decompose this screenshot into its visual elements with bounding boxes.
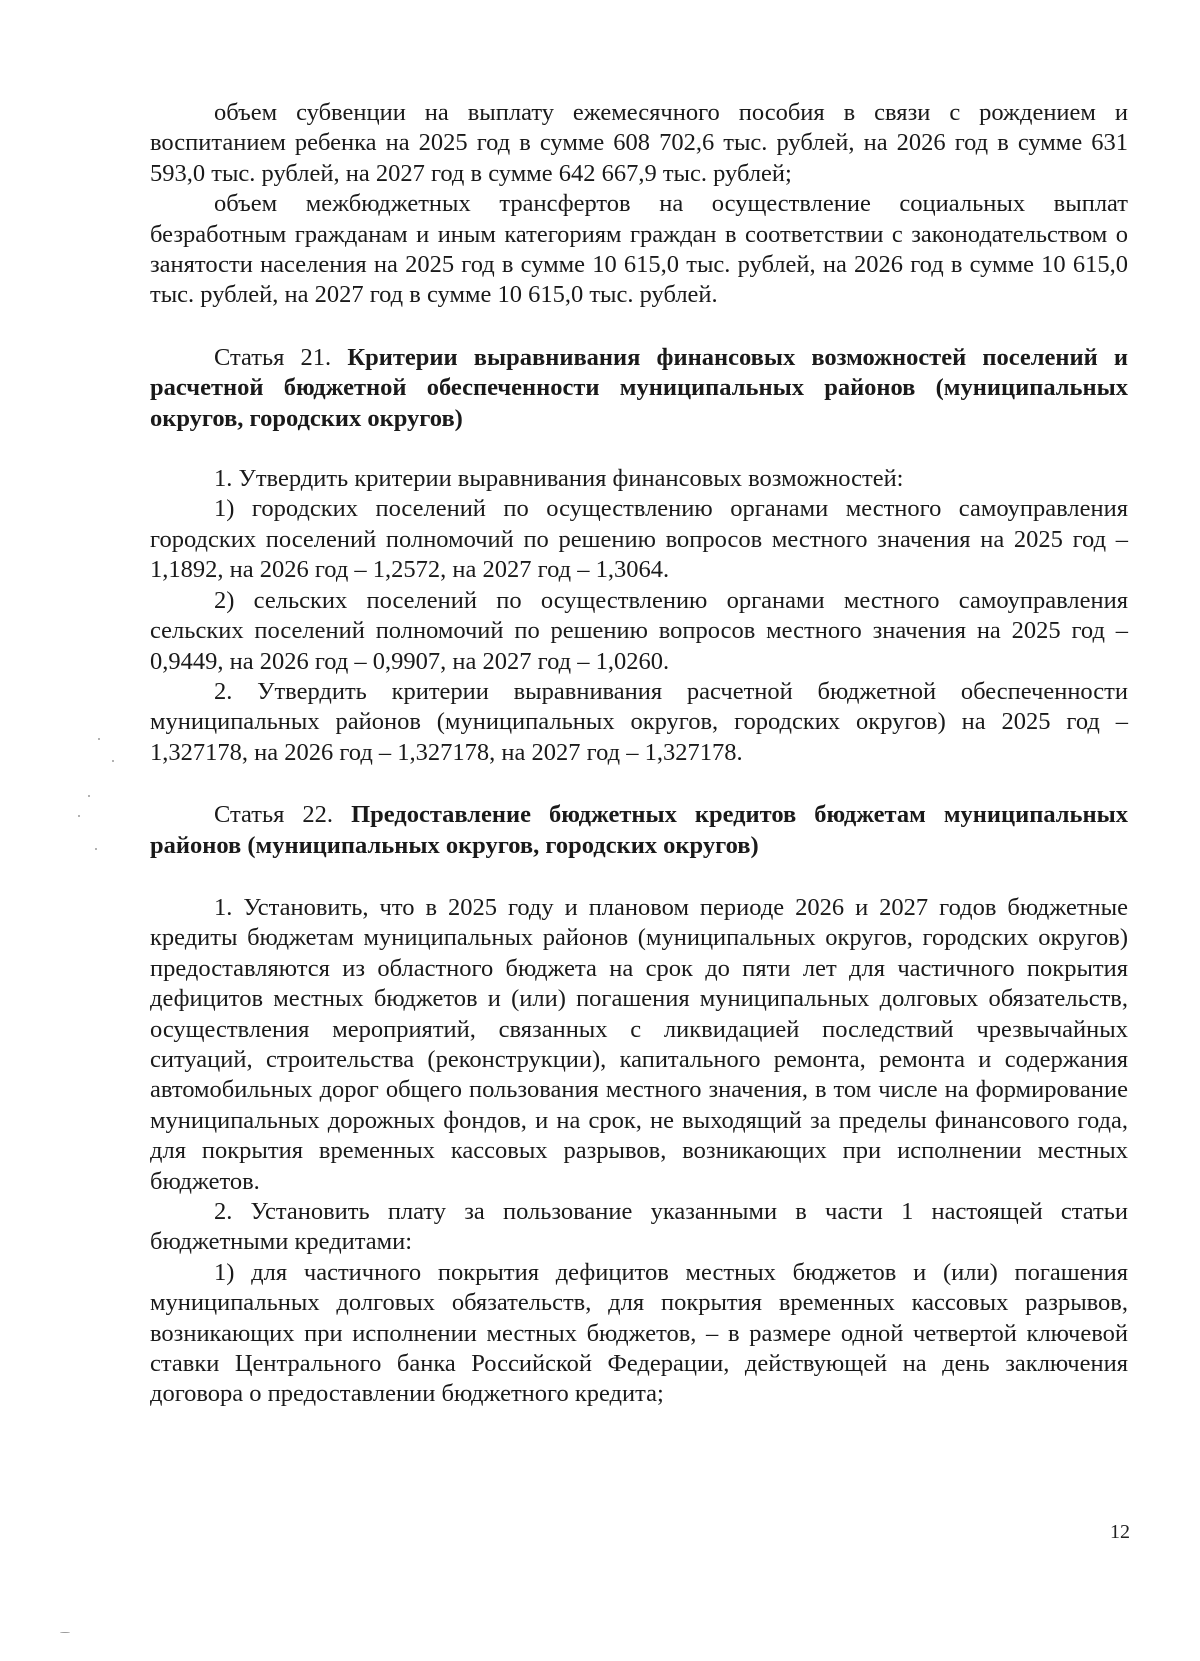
article-21-item-1-1: 1) городских поселений по осуществлению органами местного самоуправления городских поселений полномочий по решению вопросов местного значения на 2025 год – 1,1892, на 2026 год – 1,2572, на 2027 год – 1,3064.	[150, 495, 1128, 584]
article-21-title: Критерии выравнивания финансовых возможностей поселений и расчетной бюджетной обеспеченности муниципальных районов (муниципальных округов, городских округов)	[150, 343, 1128, 432]
article-22-item-1: 1. Установить, что в 2025 году и плановом периоде 2026 и 2027 годов бюджетные кредиты бюджетам муниципальных районов (муниципальных округов, городских округов) предоставляются из областного бюджета на срок до пяти лет для частичного покрытия дефицитов местных бюджетов и (или) погашения муниципальных долговых обязательств, осуществления мероприятий, связанных с ликвидацией последствий чрезвычайных ситуаций, строительства (реконструкции), капитального ремонта, ремонта и содержания автомобильных дорог общего пользования местного значения, в том числе на формирование муниципальных дорожных фондов, и на срок, не выходящий за пределы финансового года, для покрытия временных кассовых разрывов, возникающих при исполнении местных бюджетов.	[150, 893, 1128, 1195]
scan-speck	[88, 795, 90, 797]
article-21-item-1: 1. Утвердить критерии выравнивания финансовых возможностей:	[214, 465, 904, 493]
article-22-title: Предоставление бюджетных кредитов бюджетам муниципальных районов (муниципальных округов, городских округов)	[150, 801, 1128, 859]
article-21-item-1-2: 2) сельских поселений по осуществлению органами местного самоуправления сельских поселений полномочий по решению вопросов местного значения на 2025 год – 0,9449, на 2026 год – 0,9907, на 2027 год – 1,0260.	[150, 586, 1128, 675]
scan-speck	[112, 760, 114, 762]
article-21-prefix: Статья 21.	[214, 343, 332, 371]
scan-speck	[95, 848, 97, 850]
article-22-item-2-1: 1) для частичного покрытия дефицитов местных бюджетов и (или) погашения муниципальных долговых обязательств, для покрытия временных кассовых разрывов, возникающих при исполнении местных бюджетов, – в размере одной четвертой ключевой ставки Центрального банка Российской Федерации, действующей на день заключения договора о предоставлении бюджетного кредита;	[150, 1258, 1128, 1408]
article-22-heading	[150, 800, 1128, 861]
page-number: 12	[1110, 1521, 1130, 1543]
scan-speck	[60, 1632, 70, 1633]
scan-speck	[98, 738, 100, 740]
spacer	[150, 311, 1128, 343]
scan-speck	[78, 815, 80, 817]
paragraph-interbudget-transfers: объем межбюджетных трансфертов на осуществление социальных выплат безработным гражданам и иным категориям граждан в соответствии с законодательством о занятости населения на 2025 год в сумме 10 615,0 тыс. рублей, на 2026 год в сумме 10 615,0 тыс. рублей, на 2027 год в сумме 10 615,0 тыс. рублей.	[150, 190, 1128, 309]
article-21-heading	[150, 343, 1128, 434]
spacer	[150, 861, 1128, 893]
article-22-prefix: Статья 22.	[214, 801, 334, 829]
document-page	[150, 98, 1128, 1410]
paragraph-subvention: объем субвенции на выплату ежемесячного пособия в связи с рождением и воспитанием ребенка на 2025 год в сумме 608 702,6 тыс. рублей, на 2026 год в сумме 631 593,0 тыс. рублей, на 2027 год в сумме 642 667,9 тыс. рублей;	[150, 99, 1128, 187]
article-22-item-2: 2. Установить плату за пользование указанными в части 1 настоящей статьи бюджетными кредитами:	[150, 1198, 1128, 1256]
spacer	[150, 768, 1128, 800]
article-21-item-2: 2. Утвердить критерии выравнивания расчетной бюджетной обеспеченности муниципальных районов (муниципальных округов, городских округов) на 2025 год – 1,327178, на 2026 год – 1,327178, на 2027 год – 1,327178.	[150, 677, 1128, 766]
spacer	[150, 434, 1128, 464]
